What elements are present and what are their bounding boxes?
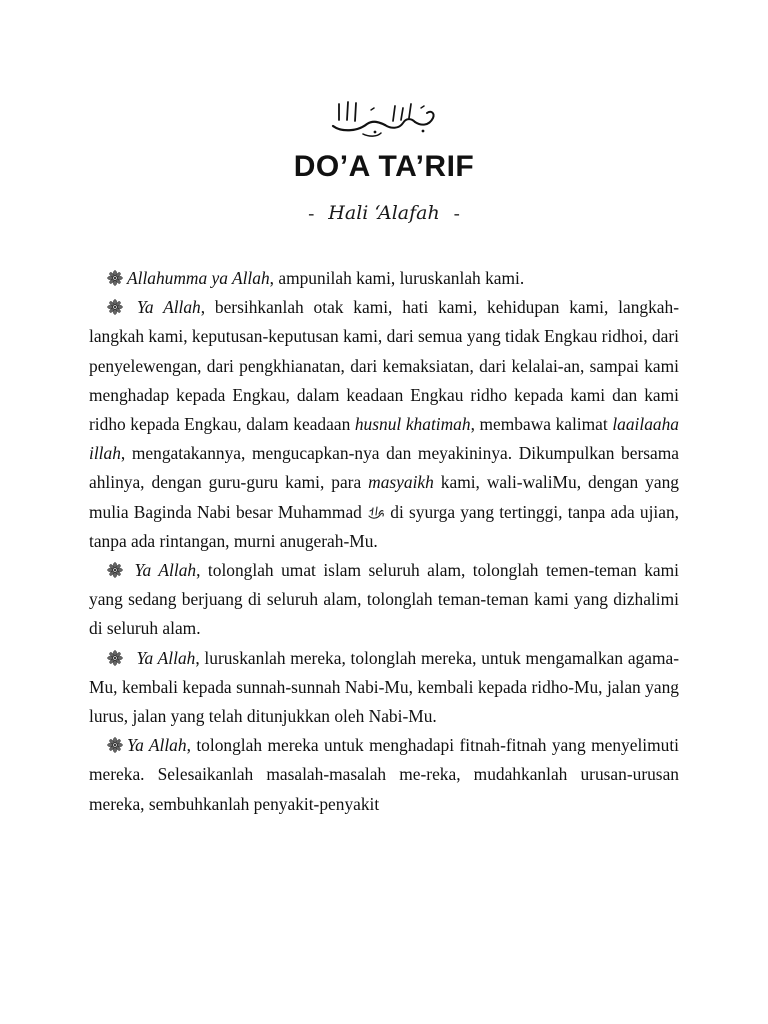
flower-ornament-icon	[107, 737, 123, 753]
paragraph-text: , luruskanlah mereka, tolonglah mereka, untuk mengamalkan agama-Mu, kembali kepada sunnah-sunnah Nabi-Mu, kembali kepada ridho-Mu, jalan yang lurus, jalan yang telah ditunjukkan oleh Nabi-Mu.	[89, 647, 680, 727]
prayer-paragraph-3	[89, 556, 679, 644]
paragraph-text: , mengatakannya, mengucapkan-nya dan meyakininya. Dikumpulkan bersama ahlinya, dengan guru-guru kami, para	[89, 443, 679, 493]
paragraph-text: , tolonglah mereka untuk menghadapi fitnah-fitnah yang menyelimuti mereka. Selesaikanlah masalah-masalah me-reka, mudahkanlah urusan-urusan mereka, sembuhkanlah penyakit-penyakit	[89, 735, 679, 814]
prayer-paragraph-1	[89, 264, 679, 293]
prayer-paragraph-5	[89, 731, 679, 819]
paragraph-text: di syurga yang tertinggi, tanpa ada ujian, tanpa ada rintangan, murni anugerah-Mu.	[89, 501, 679, 551]
prayer-paragraph-4	[89, 644, 679, 732]
author-dash-left: -	[308, 203, 315, 223]
basmala-calligraphy	[327, 96, 439, 138]
italic-phrase: laailaaha illah	[89, 414, 679, 464]
flower-ornament-icon	[107, 299, 123, 315]
paragraph-text: , membawa kalimat	[470, 414, 613, 435]
flower-ornament-icon	[107, 650, 123, 666]
italic-phrase: husnul khatimah	[354, 414, 471, 435]
italic-phrase: Ya Allah	[127, 735, 187, 756]
paragraph-text: kami, wali-waliMu, dengan yang mulia Baginda Nabi besar Muhammad	[89, 472, 679, 522]
prayer-paragraph-2	[89, 293, 679, 556]
salawat-calligraphy-icon	[367, 505, 385, 520]
italic-phrase: Ya Allah	[136, 647, 196, 668]
prayer-body	[89, 264, 679, 819]
author-line	[89, 202, 679, 224]
paragraph-text: , bersihkanlah otak kami, hati kami, kehidupan kami, langkah-langkah kami, keputusan-keputusan kami, dari semua yang tidak Engkau ridhoi, dari penyelewengan, dari pengkhianatan, dari kemaksiatan, dari kelalai-an, sampai kami menghadap kepada Engkau, dalam keadaan Engkau ridho kepada kami dan kami ridho kepada Engkau, dalam keadaan	[89, 297, 679, 435]
flower-ornament-icon	[107, 562, 123, 578]
author-dash-right: -	[453, 203, 460, 223]
author-name: Hali ‘Alafah	[328, 202, 440, 224]
paragraph-text: , tolonglah umat islam seluruh alam, tolonglah temen-teman kami yang sedang berjuang di seluruh alam, tolonglah teman-teman kami yang dizhalimi di seluruh alam.	[89, 560, 679, 639]
paragraph-text: , ampunilah kami, luruskanlah kami.	[269, 268, 525, 288]
italic-phrase: masyaikh	[368, 472, 434, 493]
page-title: DO’A TA’RIF	[293, 150, 475, 183]
italic-phrase: Allahumma ya Allah	[127, 268, 270, 288]
italic-phrase: Ya Allah	[136, 297, 201, 318]
flower-ornament-icon	[107, 270, 123, 286]
italic-phrase: Ya Allah	[134, 560, 197, 581]
